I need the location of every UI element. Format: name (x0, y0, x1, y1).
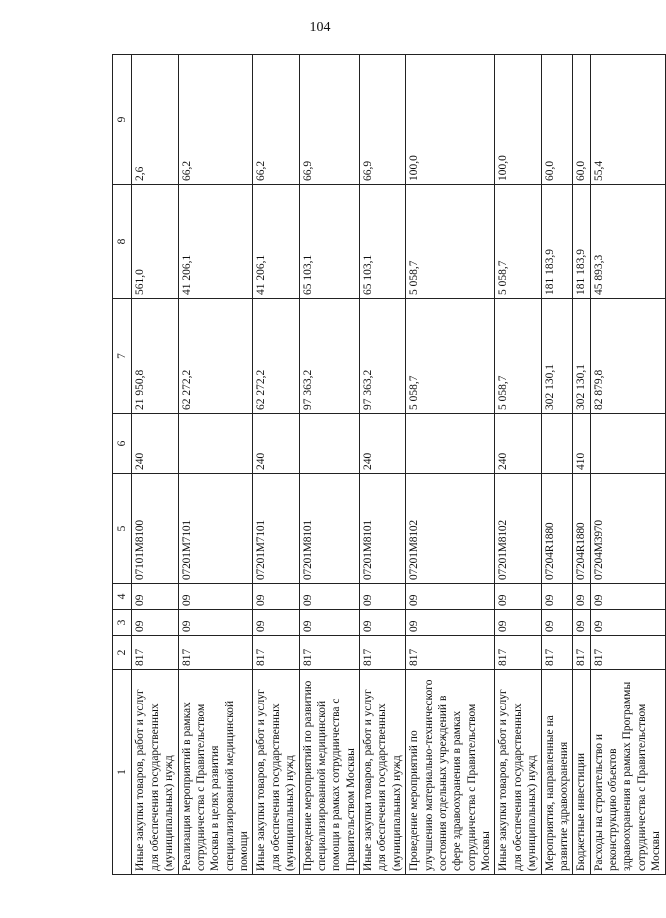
header-cell: 5 (113, 474, 132, 584)
rotated-table-container (112, 55, 663, 875)
cell-section: 09 (573, 610, 590, 636)
cell-executed: 5 058,7 (406, 185, 495, 299)
table-row (132, 55, 178, 875)
cell-admin-code: 817 (590, 636, 665, 670)
cell-percent: 60,0 (573, 55, 590, 185)
cell-expense-type (590, 414, 665, 474)
row-name: Проведение мероприятий по улучшению материально-технического состояния отдельных учреждений в сфере здравоохранения в рамках сотрудничества с Правительством Москвы (406, 670, 495, 875)
cell-percent: 2,6 (132, 55, 178, 185)
cell-admin-code: 817 (541, 636, 573, 670)
cell-executed: 65 103,1 (299, 185, 360, 299)
cell-section: 09 (541, 610, 573, 636)
cell-executed: 561,0 (132, 185, 178, 299)
row-name: Бюджетные инвестиции (573, 670, 590, 875)
cell-expense-type (406, 414, 495, 474)
cell-executed: 41 206,1 (253, 185, 299, 299)
cell-target-code: 07201M8102 (495, 474, 541, 584)
table-row (495, 55, 541, 875)
cell-executed: 65 103,1 (360, 185, 406, 299)
header-cell: 8 (113, 185, 132, 299)
header-row (113, 55, 132, 875)
row-name: Иные закупки товаров, работ и услуг для обеспечения государственных (муниципальных) нужд (360, 670, 406, 875)
cell-subsection: 09 (178, 584, 253, 610)
cell-planned: 97 363,2 (299, 299, 360, 414)
table-row (178, 55, 253, 875)
cell-subsection: 09 (541, 584, 573, 610)
cell-expense-type: 240 (360, 414, 406, 474)
header-cell: 1 (113, 670, 132, 875)
cell-expense-type: 240 (132, 414, 178, 474)
cell-target-code: 07204R1880 (541, 474, 573, 584)
cell-admin-code: 817 (360, 636, 406, 670)
cell-executed: 5 058,7 (495, 185, 541, 299)
cell-target-code: 07204M3970 (590, 474, 665, 584)
header-cell: 6 (113, 414, 132, 474)
table-row (299, 55, 360, 875)
cell-target-code: 07201M7101 (253, 474, 299, 584)
cell-expense-type (541, 414, 573, 474)
cell-admin-code: 817 (178, 636, 253, 670)
header-cell: 2 (113, 636, 132, 670)
cell-target-code: 07201M8101 (299, 474, 360, 584)
cell-admin-code: 817 (495, 636, 541, 670)
cell-subsection: 09 (360, 584, 406, 610)
cell-section: 09 (178, 610, 253, 636)
cell-planned: 302 130,1 (573, 299, 590, 414)
cell-subsection: 09 (406, 584, 495, 610)
cell-admin-code: 817 (406, 636, 495, 670)
cell-percent: 66,9 (299, 55, 360, 185)
cell-target-code: 07204R1880 (573, 474, 590, 584)
cell-section: 09 (495, 610, 541, 636)
cell-section: 09 (299, 610, 360, 636)
row-name: Проведение мероприятий по развитию специализированной медицинской помощи в рамках сотрудничества с Правительством Москвы (299, 670, 360, 875)
cell-section: 09 (590, 610, 665, 636)
cell-section: 09 (132, 610, 178, 636)
table-row (253, 55, 299, 875)
row-name: Расходы на строительство и реконструкцию объектов здравоохранения в рамках Программы сотрудничества с Правительством Москвы (590, 670, 665, 875)
cell-percent: 100,0 (406, 55, 495, 185)
cell-planned: 302 130,1 (541, 299, 573, 414)
cell-subsection: 09 (495, 584, 541, 610)
cell-percent: 55,4 (590, 55, 665, 185)
header-cell: 7 (113, 299, 132, 414)
table-row (360, 55, 406, 875)
table-row (541, 55, 573, 875)
cell-planned: 21 950,8 (132, 299, 178, 414)
cell-executed: 181 183,9 (541, 185, 573, 299)
cell-admin-code: 817 (573, 636, 590, 670)
page-number: 104 (309, 20, 331, 35)
cell-section: 09 (360, 610, 406, 636)
cell-subsection: 09 (132, 584, 178, 610)
cell-section: 09 (406, 610, 495, 636)
cell-planned: 5 058,7 (406, 299, 495, 414)
cell-planned: 97 363,2 (360, 299, 406, 414)
row-name: Иные закупки товаров, работ и услуг для обеспечения государственных (муниципальных) нужд (495, 670, 541, 875)
cell-percent: 66,2 (253, 55, 299, 185)
header-cell: 9 (113, 55, 132, 185)
cell-planned: 62 272,2 (178, 299, 253, 414)
cell-subsection: 09 (253, 584, 299, 610)
cell-percent: 66,9 (360, 55, 406, 185)
table-row (573, 55, 590, 875)
cell-expense-type (299, 414, 360, 474)
cell-subsection: 09 (590, 584, 665, 610)
cell-percent: 60,0 (541, 55, 573, 185)
row-name: Реализация мероприятий в рамках сотрудничества с Правительством Москвы в целях развития специализированной медицинской помощи (178, 670, 253, 875)
cell-admin-code: 817 (132, 636, 178, 670)
cell-admin-code: 817 (253, 636, 299, 670)
table-row (406, 55, 495, 875)
row-name: Мероприятия, направленные на развитие здравоохранения (541, 670, 573, 875)
row-name: Иные закупки товаров, работ и услуг для обеспечения государственных (муниципальных) нужд (253, 670, 299, 875)
budget-table (112, 54, 666, 875)
cell-target-code: 07101M8100 (132, 474, 178, 584)
table-row (590, 55, 665, 875)
header-cell: 3 (113, 610, 132, 636)
cell-percent: 100,0 (495, 55, 541, 185)
cell-target-code: 07201M8101 (360, 474, 406, 584)
cell-target-code: 07201M7101 (178, 474, 253, 584)
cell-admin-code: 817 (299, 636, 360, 670)
cell-target-code: 07201M8102 (406, 474, 495, 584)
row-name: Иные закупки товаров, работ и услуг для обеспечения государственных (муниципальных) нужд (132, 670, 178, 875)
cell-subsection: 09 (573, 584, 590, 610)
cell-expense-type: 240 (495, 414, 541, 474)
cell-expense-type: 410 (573, 414, 590, 474)
cell-planned: 62 272,2 (253, 299, 299, 414)
cell-planned: 5 058,7 (495, 299, 541, 414)
cell-executed: 41 206,1 (178, 185, 253, 299)
cell-subsection: 09 (299, 584, 360, 610)
cell-percent: 66,2 (178, 55, 253, 185)
cell-executed: 45 893,3 (590, 185, 665, 299)
cell-expense-type: 240 (253, 414, 299, 474)
cell-planned: 82 879,8 (590, 299, 665, 414)
cell-expense-type (178, 414, 253, 474)
cell-section: 09 (253, 610, 299, 636)
header-cell: 4 (113, 584, 132, 610)
cell-executed: 181 183,9 (573, 185, 590, 299)
